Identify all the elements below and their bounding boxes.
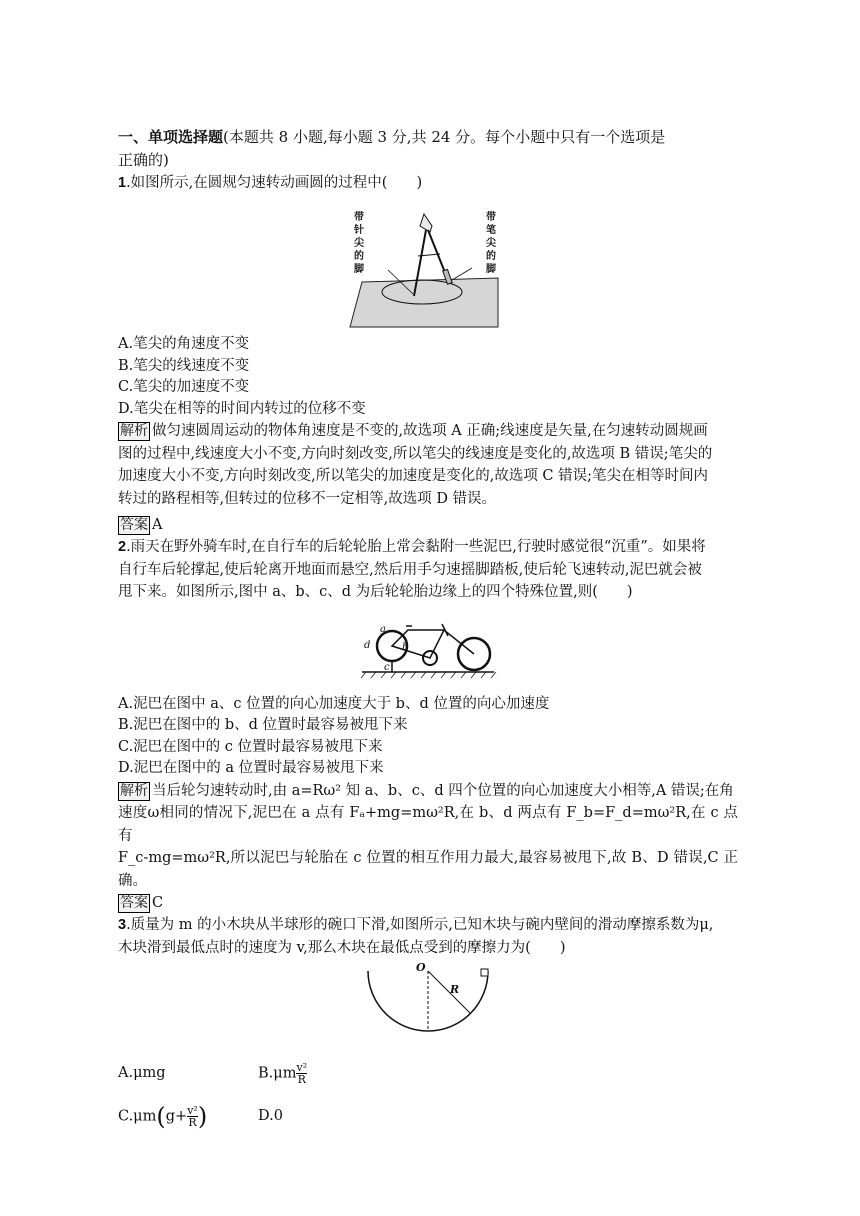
q2-option-d: D.泥巴在图中的 a 位置时最容易被甩下来	[118, 760, 384, 776]
label-r: R	[450, 983, 460, 996]
fraction-v2-over-r: $\frac{\text{v²}}{R}$	[296, 1061, 308, 1086]
label-b: b	[402, 641, 409, 653]
q2-stem: 2.雨天在野外骑车时,在自行车的后轮轮胎上常会黏附一些泥巴,行驶时感觉很“沉重”。如果将 自行车后轮撑起,使后轮离开地面而悬空,然后用手匀速摇脚踏板,使后轮飞速转动,泥巴就会被 甩下来。如图所示,图中 a、b、c、d 为后轮轮胎边缘上的四个特殊位置,则( )	[118, 539, 706, 600]
right-label-3: 尖	[486, 238, 496, 249]
exam-page	[118, 126, 738, 1131]
section-note-cont: 正确的)	[118, 151, 169, 169]
q3-option-c: C.μm(g+ $\frac{\text{v²}}{R}$ )	[118, 1102, 208, 1131]
q2-option-c: C.泥巴在图中的 c 位置时最容易被甩下来	[118, 738, 383, 755]
paper-sheet	[350, 278, 498, 327]
left-label-4: 的	[354, 251, 364, 262]
left-label-2: 针	[354, 225, 364, 236]
q2-bicycle-figure	[118, 612, 738, 682]
left-label-5: 脚	[354, 264, 364, 275]
q3-stem: 3.质量为 m 的小木块从半球形的碗口下滑,如图所示,已知木块与碗内壁间的滑动摩擦系数为μ, 木块滑到最低点时的速度为 v,那么木块在最低点受到的摩擦力为( )	[118, 917, 714, 956]
label-o: O	[416, 961, 426, 974]
q2-analysis: 解析 当后轮匀速转动时,由 a=Rω² 知 a、b、c、d 四个位置的向心加速度大小相等,A 错误;在角 速度ω相同的情况下,泥巴在 a 点有 Fₐ+mg=mω²R,在 b、d 两点有 F_b=F_d=mω²R,在 c 点有 F_c-mg=mω²R,所以泥巴与轮胎在 c 位置的相互作用力最大,最容易被甩下,故 B、D 错误,C 正确。	[118, 782, 738, 889]
q2-option-a: A.泥巴在图中 a、c 位置的向心加速度大于 b、d 位置的向心加速度	[118, 695, 550, 712]
q1-stem: 1.如图所示,在圆规匀速转动画圆的过程中( )	[118, 175, 423, 191]
answer-tag: 答案	[120, 517, 148, 533]
q2-answer: 答案 C	[120, 895, 164, 911]
label-d: d	[364, 639, 371, 651]
section-note: (本题共 8 小题,每小题 3 分,共 24 分。每个小题中只有一个选项是	[223, 128, 666, 146]
q2-option-b: B.泥巴在图中的 b、d 位置时最容易被甩下来	[118, 717, 408, 733]
q3-bowl-figure	[118, 959, 738, 1054]
left-label-3: 尖	[354, 238, 364, 249]
label-a: a	[380, 623, 386, 635]
q3-options-row-2	[118, 1102, 738, 1131]
radius-line	[428, 971, 470, 1013]
wood-block-icon	[481, 969, 488, 976]
q1-option-c: C.笔尖的加速度不变	[118, 379, 250, 395]
right-label-2: 笔	[486, 225, 496, 236]
q3-option-d: D.0	[258, 1108, 283, 1124]
right-label-4: 的	[486, 251, 496, 262]
left-label-1: 带	[354, 212, 364, 223]
section-heading	[118, 126, 738, 172]
q3-option-b: B.μm $\frac{\text{v²}}{R}$	[258, 1061, 308, 1086]
bowl-diagram	[358, 959, 498, 1054]
q1-option-d: D.笔尖在相等的时间内转过的位移不变	[118, 400, 366, 417]
pen-pointer	[452, 268, 472, 280]
answer-tag: 答案	[120, 895, 148, 911]
analysis-tag: 解析	[120, 782, 148, 799]
q1-compass-figure	[118, 200, 738, 330]
fraction-v2-over-r: $\frac{\text{v²}}{R}$	[187, 1104, 198, 1129]
q1-answer: 答案 A	[120, 517, 163, 533]
compass-handle-icon	[420, 214, 432, 232]
q1-option-a: A.笔尖的角速度不变	[118, 336, 250, 352]
right-label-5: 脚	[486, 264, 496, 275]
q3-option-a: A.μmg	[118, 1065, 166, 1081]
section-title: 一、单项选择题	[118, 128, 224, 146]
label-c: c	[384, 661, 390, 673]
analysis-tag: 解析	[120, 423, 148, 439]
q1-analysis: 解析 做匀速圆周运动的物体角速度是不变的,故选项 A 正确;线速度是矢量,在匀速转动圆规画 图的过程中,线速度大小不变,方向时刻改变,所以笔尖的线速度是变化的,故选项 B 错误;笔尖的 加速度大小不变,方向时刻改变,所以笔尖的加速度是变化的,故选项 C 错误;笔尖在相等时间内 转过的路程相等,但转过的位移不一定相等,故选项 D 错误。	[118, 423, 713, 507]
q3-options-row-1	[118, 1062, 738, 1085]
bicycle-diagram	[358, 612, 498, 682]
q1-option-b: B.笔尖的线速度不变	[118, 357, 250, 374]
right-label-1: 带	[486, 212, 496, 223]
compass-diagram	[348, 200, 508, 330]
